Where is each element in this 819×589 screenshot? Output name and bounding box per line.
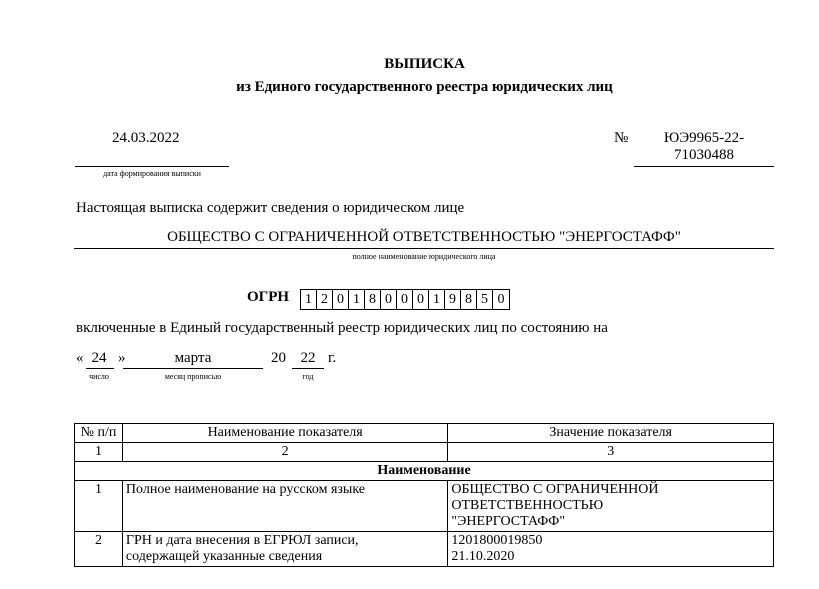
entity-name-caption: полное наименование юридического лица [352, 252, 496, 261]
entity-full-name: ОБЩЕСТВО С ОГРАНИЧЕННОЙ ОТВЕТСТВЕННОСТЬЮ "ЭНЕРГОСТАФФ" [167, 229, 681, 245]
ogrn-digit: 0 [413, 290, 429, 309]
ogrn-digit: 9 [445, 290, 461, 309]
ogrn-digit: 1 [301, 290, 317, 309]
extract-number-line1: ЮЭ9965-22- [663, 130, 745, 146]
month-line [123, 368, 263, 369]
register-table [74, 423, 774, 567]
indicator-line: ГРН и дата внесения в ЕГРЮЛ записи, [125, 533, 359, 548]
ogrn-digit: 0 [497, 292, 505, 307]
formation-date-caption: дата формирования выписки [103, 169, 201, 178]
document-title: ВЫПИСКА [384, 56, 465, 72]
value-line: ОБЩЕСТВО С ОГРАНИЧЕННОЙ [451, 482, 659, 497]
extract-number-line2: 71030488 [674, 147, 734, 163]
value-line: 1201800019850 [451, 533, 543, 548]
ogrn-digit: 0 [381, 290, 397, 309]
open-quote: « [76, 350, 84, 366]
row-value [448, 481, 774, 532]
header-value: Значение показателя [448, 424, 774, 443]
row-value [448, 532, 774, 567]
number-sign: № [614, 130, 629, 146]
table-header-row [75, 424, 774, 443]
entity-intro: Настоящая выписка содержит сведения о юридическом лице [76, 200, 465, 216]
formation-date-line [75, 166, 229, 167]
ogrn-digit: 0 [333, 290, 349, 309]
table-row [75, 532, 774, 567]
state-day: 24 [91, 350, 107, 366]
year-century: 20 [271, 350, 286, 366]
document-subtitle: из Единого государственного реестра юридических лиц [236, 79, 613, 95]
year-line [292, 368, 324, 369]
ogrn-digit: 8 [365, 290, 381, 309]
formation-date: 24.03.2022 [112, 130, 180, 146]
table-numbering-row [75, 443, 774, 462]
extract-number-line [634, 166, 774, 167]
ogrn-digit: 1 [429, 290, 445, 309]
indicator-line: содержащей указанные сведения [125, 549, 323, 564]
row-indicator: Полное наименование на русском языке [122, 481, 447, 532]
month-caption: месяц прописью [164, 372, 222, 381]
year-caption: год [302, 372, 314, 381]
ogrn-digit: 1 [349, 290, 365, 309]
state-month: марта [174, 350, 212, 366]
header-indicator: Наименование показателя [122, 424, 447, 443]
table-row [75, 481, 774, 532]
state-year: 22 [300, 350, 316, 366]
state-date-text: включенные в Единый государственный реестр юридических лиц по состоянию на [76, 320, 608, 336]
ogrn-digit: 0 [397, 290, 413, 309]
row-indicator [122, 532, 447, 567]
row-num: 2 [75, 532, 123, 567]
ogrn-digit: 8 [461, 290, 477, 309]
ogrn-label: ОГРН [247, 289, 290, 305]
section-title: Наименование [75, 462, 774, 481]
value-line: ОТВЕТСТВЕННОСТЬЮ [451, 498, 604, 513]
header-num: № п/п [75, 424, 123, 443]
section-row [75, 462, 774, 481]
ogrn-digit: 5 [477, 290, 493, 309]
day-caption: число [89, 372, 109, 381]
numbering-cell: 3 [448, 443, 774, 462]
numbering-cell: 1 [75, 443, 123, 462]
close-quote: » [118, 350, 126, 366]
ogrn-digit: 2 [317, 290, 333, 309]
numbering-cell: 2 [122, 443, 447, 462]
value-line: 21.10.2020 [451, 549, 515, 564]
entity-name-line [74, 248, 774, 249]
row-num: 1 [75, 481, 123, 532]
ogrn-digits [300, 289, 510, 310]
value-line: "ЭНЕРГОСТАФФ" [451, 514, 566, 529]
year-suffix: г. [328, 350, 337, 366]
day-line [86, 368, 114, 369]
